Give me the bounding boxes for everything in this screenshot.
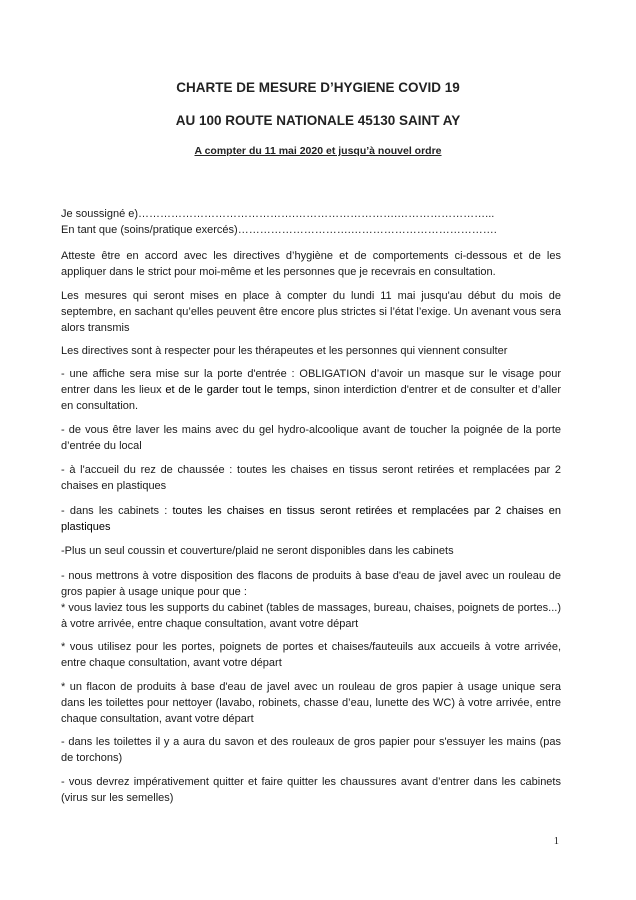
paragraph-doors: * vous utilisez pour les portes, poignets de portes et chaises/fauteuils aux accueils à votre arrivée, entre chaque consultation, avant votre départ bbox=[61, 641, 561, 669]
paragraph-cabinet-chairs bbox=[61, 503, 561, 535]
mask-rule-text-c: sinon interdiction d'entrer et de consulter et d’aller en consultation. bbox=[61, 384, 561, 412]
paragraph-reception-chairs: - à l'accueil du rez de chaussée : toutes les chaises en tissus seront retirées et remplacées par 2 chaises en plastiques bbox=[61, 464, 561, 492]
paragraph-directives: Les directives sont à respecter pour les thérapeutes et les personnes qui viennent consulter bbox=[61, 345, 508, 357]
paragraph-disinfectant bbox=[61, 568, 561, 632]
mask-rule-text-b: et de le garder tout le temps, bbox=[165, 384, 310, 396]
disinfectant-text: - nous mettrons à votre disposition des flacons de produits à base d'eau de javel avec un rouleau de gros papier à usage unique pour que : bbox=[61, 570, 561, 598]
signer-role-line: En tant que (soins/pratique exercés)………………………….…………………………………. bbox=[61, 224, 497, 236]
page-number: 1 bbox=[553, 836, 559, 847]
paragraph-shoes: - vous devrez impérativement quitter et faire quitter les chaussures avant d’entrer dans les cabinets (virus sur les semelles) bbox=[61, 776, 561, 804]
signer-name-line: Je soussigné e)…………………………………….……………………….……………………... bbox=[61, 208, 495, 220]
paragraph-toilets-soap: - dans les toilettes il y a aura du savon et des rouleaux de gros papier pour s'essuyer les mains (pas de torchons) bbox=[61, 736, 561, 764]
cabinet-chairs-text-a: - dans les cabinets : bbox=[61, 505, 173, 517]
document-subtitle: A compter du 11 mai 2020 et jusqu’à nouvel ordre bbox=[194, 145, 442, 157]
document-title-line-1: CHARTE DE MESURE D’HYGIENE COVID 19 bbox=[176, 80, 460, 95]
paragraph-hand-gel: - de vous être laver les mains avec du gel hydro-alcoolique avant de toucher la poignée de la porte d’entrée du local bbox=[61, 424, 561, 452]
paragraph-agreement: Atteste être en accord avec les directives d’hygiène et de comportements ci-dessous et de les appliquer dans le strict pour moi-même et les personnes que je recevrais en consultation. bbox=[61, 250, 561, 278]
paragraph-cushion: -Plus un seul coussin et couverture/plaid ne seront disponibles dans les cabinets bbox=[61, 545, 454, 557]
document-title-line-2: AU 100 ROUTE NATIONALE 45130 SAINT AY bbox=[175, 113, 461, 128]
cabinet-chairs-text-b: toutes les chaises en tissus seront retirées et remplacées par 2 chaises en plastiques bbox=[61, 505, 561, 533]
signer-block bbox=[61, 206, 561, 238]
paragraph-mask-rule bbox=[61, 366, 561, 414]
paragraph-dates: Les mesures qui seront mises en place à compter du lundi 11 mai jusqu'au début du mois de septembre, en sachant qu’elles peuvent être encore plus strictes si l’état l’exige. Un avenant vous sera alors transmis bbox=[61, 290, 561, 334]
paragraph-toilets-cleaning: * un flacon de produits à base d'eau de javel avec un rouleau de gros papier à usage unique sera dans les toilettes pour nettoyer (lavabo, robinets, chasse d’eau, lunette des WC) à votre arrivée, entre chaque consultation, avant votre départ bbox=[61, 681, 561, 725]
mask-rule-text-a: - une affiche sera mise sur la porte d'entrée : OBLIGATION d’avoir un masque sur le visage pour entrer dans les lieux bbox=[61, 368, 561, 396]
disinfectant-bullet: * vous laviez tous les supports du cabinet (tables de massages, bureau, chaises, poignets de portes...) à votre arrivée, entre chaque consultation, avant votre départ bbox=[61, 602, 561, 630]
